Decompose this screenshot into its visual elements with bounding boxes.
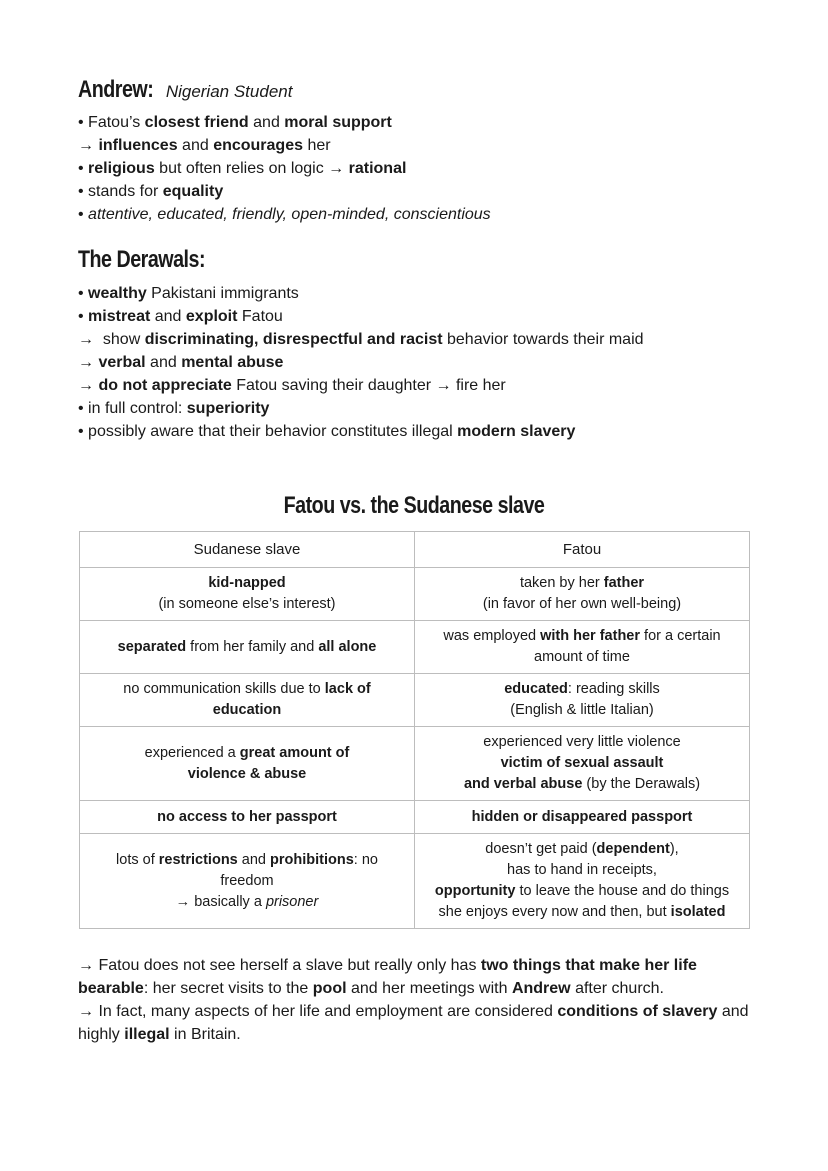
comparison-table <box>79 531 750 929</box>
andrew-heading: Andrew: <box>78 76 154 103</box>
table-row <box>80 801 750 834</box>
conclusion-paragraph-1: → Fatou does not see herself a slave but really only has two things that make her life bearable: her secret visits to the pool and her meetings with Andrew after church. <box>78 957 697 997</box>
column-header-fatou: Fatou <box>415 532 750 568</box>
list-item: • in full control: superiority <box>78 400 270 417</box>
list-item: • Fatou’s closest friend and moral support <box>78 114 392 131</box>
table-cell: experienced very little violence victim of sexual assault and verbal abuse (by the Derawals) <box>415 727 750 801</box>
comparison-title: Fatou vs. the Sudanese slave <box>283 492 545 519</box>
derawals-traits-list <box>78 282 644 443</box>
table-cell: separated from her family and all alone <box>80 621 415 674</box>
list-item: • wealthy Pakistani immigrants <box>78 285 299 302</box>
column-header-sudanese: Sudanese slave <box>80 532 415 568</box>
table-row <box>80 727 750 801</box>
conclusion-paragraph-2: → In fact, many aspects of her life and employment are considered conditions of slavery and highly illegal in Britain. <box>78 1003 749 1043</box>
derawals-heading: The Derawals: <box>78 246 206 273</box>
andrew-traits-list <box>78 111 491 226</box>
derawals-heading-row <box>78 246 233 274</box>
list-item: • stands for equality <box>78 183 224 200</box>
list-item: • mistreat and exploit Fatou <box>78 308 283 325</box>
table-cell: hidden or disappeared passport <box>415 801 750 834</box>
table-cell: educated: reading skills (English & little Italian) <box>415 674 750 727</box>
table-cell: kid-napped (in someone else’s interest) <box>80 568 415 621</box>
table-cell: taken by her father (in favor of her own well-being) <box>415 568 750 621</box>
table-row <box>80 621 750 674</box>
list-item: • religious but often relies on logic → rational <box>78 160 407 177</box>
table-cell: was employed with her father for a certain amount of time <box>415 621 750 674</box>
table-row <box>80 674 750 727</box>
table-cell: lots of restrictions and prohibitions: no freedom → basically a prisoner <box>80 834 415 929</box>
list-item: • possibly aware that their behavior constitutes illegal modern slavery <box>78 423 576 440</box>
table-cell: doesn’t get paid (dependent), has to hand in receipts, opportunity to leave the house and do things she enjoys every now and then, but isolated <box>415 834 750 929</box>
list-item: → do not appreciate Fatou saving their daughter → fire her <box>78 377 506 394</box>
andrew-heading-row <box>78 76 292 104</box>
list-item: → verbal and mental abuse <box>78 354 284 371</box>
andrew-role: Nigerian Student <box>165 82 293 101</box>
table-cell: no communication skills due to lack of education <box>80 674 415 727</box>
list-item: → show discriminating, disrespectful and racist behavior towards their maid <box>78 331 644 348</box>
table-cell: no access to her passport <box>80 801 415 834</box>
table-header-row <box>80 532 750 568</box>
list-item: • attentive, educated, friendly, open-minded, conscientious <box>78 206 491 223</box>
table-row <box>80 834 750 929</box>
table-row <box>80 568 750 621</box>
table-cell: experienced a great amount of violence & abuse <box>80 727 415 801</box>
list-item: → influences and encourages her <box>78 137 331 154</box>
